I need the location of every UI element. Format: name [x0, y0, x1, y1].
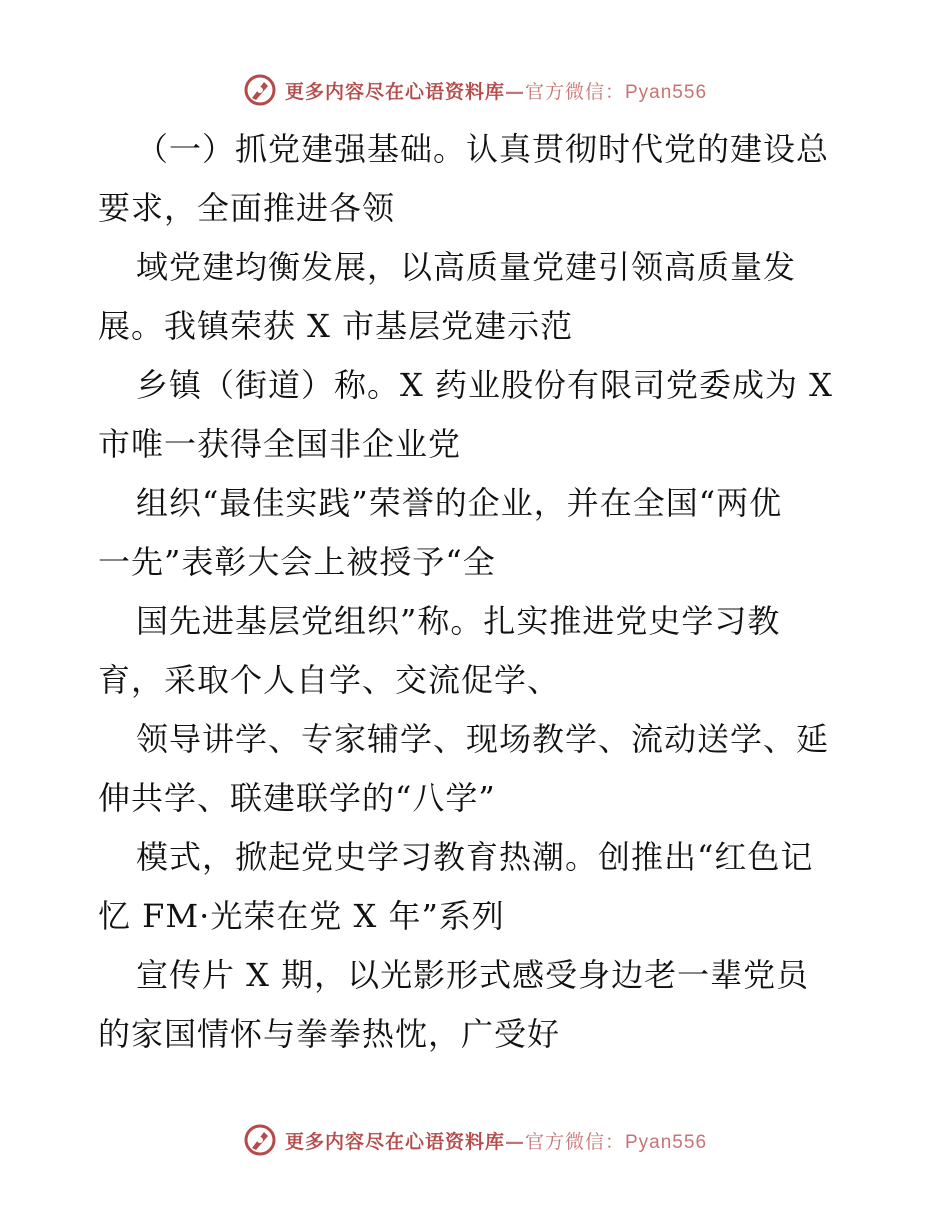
document-body [98, 120, 858, 1064]
body-line: 组织“最佳实践”荣誉的企业，并在全国“两优 [136, 484, 783, 522]
body-line: 要求，全面推进各领 [98, 189, 396, 227]
body-line: 忆 FM·光荣在党 X 年”系列 [98, 897, 505, 935]
body-line: 一先”表彰大会上被授予“全 [98, 543, 496, 581]
watermark-separator: — [505, 1130, 525, 1153]
body-line: 展。我镇荣获 X 市基层党建示范 [98, 307, 574, 345]
body-line: 市唯一获得全国非企业党 [98, 425, 462, 463]
watermark-contact: 官方微信：Pyan556 [525, 1131, 708, 1153]
body-line: 宣传片 X 期，以光影形式感受身边老一辈党员 [136, 956, 810, 994]
watermark-text [285, 77, 707, 104]
watermark-text [285, 1127, 707, 1154]
watermark-brand: 更多内容尽在心语资料库 [284, 1130, 505, 1153]
body-line: 国先进基层党组织”称。扎实推进党史学习教 [136, 602, 781, 640]
pen-logo-icon [243, 73, 277, 107]
pen-logo-icon [243, 1123, 277, 1157]
body-line: 育，采取个人自学、交流促学、 [98, 661, 561, 699]
body-line: 域党建均衡发展，以高质量党建引领高质量发 [136, 248, 797, 286]
body-line: 乡镇（街道）称。X 药业股份有限司党委成为 X [136, 366, 833, 404]
watermark-brand: 更多内容尽在心语资料库 [284, 80, 505, 103]
body-line: 领导讲学、专家辅学、现场教学、流动送学、延 [136, 720, 830, 758]
header-watermark [0, 70, 950, 110]
body-line: 模式，掀起党史学习教育热潮。创推出“红色记 [136, 838, 814, 876]
footer-watermark [0, 1120, 950, 1160]
body-line: 伸共学、联建联学的“八学” [98, 779, 496, 817]
body-line: （一）抓党建强基础。认真贯彻时代党的建设总 [136, 130, 830, 168]
watermark-contact: 官方微信：Pyan556 [525, 81, 708, 103]
watermark-separator: — [505, 80, 525, 103]
body-line: 的家国情怀与拳拳热忱，广受好 [98, 1015, 561, 1053]
